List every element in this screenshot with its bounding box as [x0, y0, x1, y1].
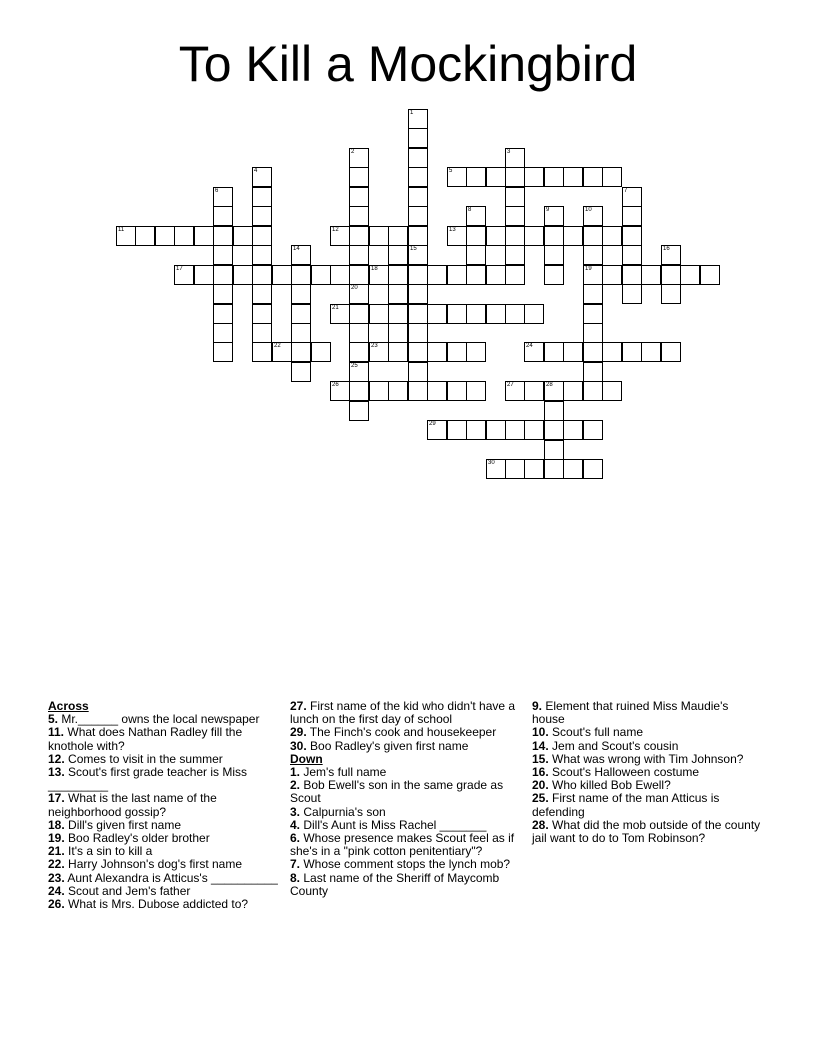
clue-number-label: 29.	[290, 725, 307, 740]
clue-number-label: 9.	[532, 699, 543, 713]
grid-cell[interactable]	[330, 265, 350, 285]
grid-cell[interactable]	[349, 148, 369, 168]
grid-cell[interactable]	[505, 245, 525, 265]
clue-number-label: 23.	[48, 870, 65, 885]
grid-cell[interactable]	[349, 167, 369, 187]
down-clue	[290, 832, 522, 858]
clues-column-3	[532, 700, 764, 845]
clue-number: 5	[449, 168, 453, 174]
grid-cell[interactable]	[505, 420, 525, 440]
grid-cell[interactable]	[291, 342, 311, 362]
grid-cell[interactable]	[213, 187, 233, 207]
across-clue	[48, 766, 280, 792]
grid-cell[interactable]	[252, 265, 272, 285]
grid-cell[interactable]	[447, 265, 467, 285]
grid-cell[interactable]	[252, 206, 272, 226]
grid-cell[interactable]	[563, 342, 583, 362]
grid-cell[interactable]	[388, 226, 408, 246]
grid-cell[interactable]	[349, 226, 369, 246]
grid-cell[interactable]	[194, 226, 214, 246]
grid-cell[interactable]	[252, 284, 272, 304]
down-clue-list	[290, 766, 522, 898]
grid-cell[interactable]	[388, 245, 408, 265]
clue-text: Scout and Jem's father	[64, 883, 191, 898]
grid-cell[interactable]	[583, 265, 603, 285]
down-clue	[532, 700, 764, 726]
clue-number-label: 6.	[290, 831, 301, 846]
grid-cell[interactable]	[349, 265, 369, 285]
grid-cell[interactable]	[622, 284, 642, 304]
grid-cell[interactable]	[388, 304, 408, 324]
grid-cell[interactable]	[602, 342, 622, 362]
grid-cell[interactable]	[505, 167, 525, 187]
grid-cell[interactable]	[563, 459, 583, 479]
grid-cell[interactable]	[544, 226, 564, 246]
clue-number-label: 22.	[48, 857, 65, 872]
clue-number: 19	[585, 266, 592, 272]
grid-cell[interactable]	[408, 362, 428, 382]
grid-cell[interactable]	[427, 342, 447, 362]
grid-cell[interactable]	[369, 226, 389, 246]
clue-text: Comes to visit in the summer	[64, 751, 223, 766]
grid-cell[interactable]	[544, 245, 564, 265]
clue-number: 27	[507, 382, 514, 388]
clue-number-label: 21.	[48, 844, 65, 859]
clue-number: 17	[176, 266, 183, 272]
clue-number: 11	[118, 227, 125, 233]
grid-cell[interactable]	[213, 304, 233, 324]
grid-cell[interactable]	[583, 284, 603, 304]
grid-cell[interactable]	[544, 206, 564, 226]
grid-cell[interactable]	[252, 226, 272, 246]
clue-text: What does Nathan Radley fill the knothole with?	[48, 725, 243, 753]
clue-text: It's a sin to kill a	[64, 844, 153, 859]
clue-text: Mr.______ owns the local newspaper	[58, 712, 260, 727]
grid-cell[interactable]	[661, 265, 681, 285]
clue-text: Harry Johnson's dog's first name	[64, 857, 243, 872]
grid-cell[interactable]	[524, 381, 544, 401]
grid-cell[interactable]	[505, 459, 525, 479]
clue-number: 23	[371, 343, 378, 349]
down-clue	[532, 792, 764, 818]
grid-cell[interactable]	[602, 265, 622, 285]
grid-cell[interactable]	[563, 381, 583, 401]
grid-cell[interactable]	[661, 342, 681, 362]
grid-cell[interactable]	[622, 245, 642, 265]
grid-cell[interactable]	[349, 206, 369, 226]
grid-cell[interactable]	[349, 362, 369, 382]
clue-number: 26	[332, 382, 339, 388]
clue-number: 6	[215, 188, 219, 194]
grid-cell[interactable]	[583, 381, 603, 401]
grid-cell[interactable]	[583, 362, 603, 382]
grid-cell[interactable]	[661, 245, 681, 265]
grid-cell[interactable]	[408, 245, 428, 265]
grid-cell[interactable]	[544, 167, 564, 187]
grid-cell[interactable]	[349, 245, 369, 265]
clue-number: 4	[254, 168, 258, 174]
grid-cell[interactable]	[427, 304, 447, 324]
grid-cell[interactable]	[486, 265, 506, 285]
grid-cell[interactable]	[252, 304, 272, 324]
grid-cell[interactable]	[369, 342, 389, 362]
across-clue	[48, 726, 280, 752]
grid-cell[interactable]	[544, 401, 564, 421]
grid-cell[interactable]	[311, 342, 331, 362]
across-clue-list-continued	[290, 700, 522, 753]
clue-number-label: 12.	[48, 751, 65, 766]
clue-number-label: 14.	[532, 738, 549, 753]
grid-cell[interactable]	[641, 265, 661, 285]
grid-cell[interactable]	[563, 226, 583, 246]
clue-text: What did the mob outside of the county jail want to do to Tom Robinson?	[532, 817, 761, 846]
clue-number-label: 18.	[48, 817, 65, 832]
down-header: Down	[290, 751, 323, 766]
grid-cell[interactable]	[213, 206, 233, 226]
grid-cell[interactable]	[505, 148, 525, 168]
grid-cell[interactable]	[349, 401, 369, 421]
grid-cell[interactable]	[466, 342, 486, 362]
clue-number: 12	[332, 227, 339, 233]
grid-cell[interactable]	[369, 304, 389, 324]
grid-cell[interactable]	[544, 265, 564, 285]
grid-cell[interactable]	[330, 381, 350, 401]
clue-number: 24	[526, 343, 533, 349]
clues-column-2	[290, 700, 522, 898]
grid-cell[interactable]	[213, 226, 233, 246]
across-header: Across	[48, 699, 89, 713]
grid-cell[interactable]	[408, 128, 428, 148]
grid-cell[interactable]	[388, 284, 408, 304]
clue-number-label: 10.	[532, 725, 549, 740]
grid-cell[interactable]	[524, 459, 544, 479]
grid-cell[interactable]	[583, 206, 603, 226]
grid-cell[interactable]	[408, 265, 428, 285]
grid-cell[interactable]	[583, 342, 603, 362]
clue-number: 16	[663, 246, 670, 252]
grid-cell[interactable]	[622, 265, 642, 285]
grid-cell[interactable]	[349, 304, 369, 324]
clue-number-label: 15.	[532, 751, 549, 766]
clue-number-label: 8.	[290, 870, 301, 885]
page-title: To Kill a Mockingbird	[178, 36, 638, 92]
grid-cell[interactable]	[408, 284, 428, 304]
grid-cell[interactable]	[447, 304, 467, 324]
grid-cell[interactable]	[194, 265, 214, 285]
grid-cell[interactable]	[213, 342, 233, 362]
grid-cell[interactable]	[563, 167, 583, 187]
clue-number: 3	[507, 149, 511, 155]
grid-cell[interactable]	[563, 420, 583, 440]
grid-cell[interactable]	[252, 245, 272, 265]
grid-cell[interactable]	[408, 304, 428, 324]
grid-cell[interactable]	[213, 245, 233, 265]
grid-cell[interactable]	[349, 381, 369, 401]
grid-cell[interactable]	[583, 167, 603, 187]
grid-cell[interactable]	[408, 148, 428, 168]
grid-cell[interactable]	[330, 226, 350, 246]
grid-cell[interactable]	[505, 226, 525, 246]
grid-cell[interactable]	[505, 187, 525, 207]
clue-text: What is the last name of the neighborhood gossip?	[48, 791, 217, 819]
grid-cell[interactable]	[486, 459, 506, 479]
grid-cell[interactable]	[641, 342, 661, 362]
clue-text: Element that ruined Miss Maudie's house	[532, 699, 729, 727]
clue-text: What was wrong with Tim Johnson?	[548, 751, 744, 766]
clue-number: 25	[351, 363, 358, 369]
clue-number: 30	[488, 460, 495, 466]
grid-cell[interactable]	[524, 420, 544, 440]
clue-number-label: 1.	[290, 765, 301, 780]
grid-cell[interactable]	[505, 265, 525, 285]
grid-cell[interactable]	[388, 323, 408, 343]
clue-text: Jem and Scout's cousin	[548, 738, 679, 753]
clue-number-label: 4.	[290, 817, 301, 832]
grid-cell[interactable]	[661, 284, 681, 304]
grid-cell[interactable]	[349, 284, 369, 304]
clue-number-label: 3.	[290, 804, 301, 819]
grid-cell[interactable]	[524, 167, 544, 187]
grid-cell[interactable]	[388, 381, 408, 401]
clue-number-label: 16.	[532, 765, 549, 780]
grid-cell[interactable]	[252, 323, 272, 343]
grid-cell[interactable]	[349, 342, 369, 362]
grid-cell[interactable]	[544, 342, 564, 362]
grid-cell[interactable]	[466, 226, 486, 246]
clue-number-label: 2.	[290, 778, 301, 793]
clue-number: 18	[371, 266, 378, 272]
grid-cell[interactable]	[213, 323, 233, 343]
down-clue	[290, 872, 522, 898]
grid-cell[interactable]	[213, 284, 233, 304]
grid-cell[interactable]	[291, 323, 311, 343]
clue-number: 8	[468, 207, 472, 213]
grid-cell[interactable]	[583, 245, 603, 265]
grid-cell[interactable]	[291, 304, 311, 324]
grid-cell[interactable]	[291, 362, 311, 382]
grid-cell[interactable]	[583, 459, 603, 479]
grid-cell[interactable]	[622, 342, 642, 362]
clue-number-label: 28.	[532, 817, 549, 832]
clue-number: 21	[332, 305, 339, 311]
clue-text: Dill's given first name	[64, 817, 182, 832]
clue-number-label: 17.	[48, 791, 65, 806]
clue-text: Whose presence makes Scout feel as if she's in a "pink cotton penitentiary"?	[290, 831, 515, 859]
clue-text: Who killed Bob Ewell?	[548, 778, 671, 793]
clue-number: 28	[546, 382, 553, 388]
grid-cell[interactable]	[291, 284, 311, 304]
grid-cell[interactable]	[252, 342, 272, 362]
across-clue-list	[48, 713, 280, 911]
grid-cell[interactable]	[349, 187, 369, 207]
grid-cell[interactable]	[700, 265, 720, 285]
grid-cell[interactable]	[583, 420, 603, 440]
grid-cell[interactable]	[524, 226, 544, 246]
clue-number: 7	[624, 188, 628, 194]
across-clue	[290, 700, 522, 726]
grid-cell[interactable]	[680, 265, 700, 285]
grid-cell[interactable]	[213, 265, 233, 285]
grid-cell[interactable]	[486, 167, 506, 187]
grid-cell[interactable]	[505, 381, 525, 401]
across-clue	[48, 898, 280, 911]
clue-number: 1	[410, 110, 414, 116]
grid-cell[interactable]	[602, 381, 622, 401]
clue-text: Jem's full name	[300, 765, 387, 780]
grid-cell[interactable]	[311, 265, 331, 285]
grid-cell[interactable]	[466, 304, 486, 324]
clue-number: 15	[410, 246, 417, 252]
grid-cell[interactable]	[408, 381, 428, 401]
clue-text: Boo Radley's older brother	[64, 831, 210, 846]
grid-cell[interactable]	[466, 245, 486, 265]
grid-cell[interactable]	[622, 187, 642, 207]
clue-number-label: 7.	[290, 857, 301, 872]
grid-cell[interactable]	[116, 226, 136, 246]
clue-number-label: 26.	[48, 897, 65, 912]
grid-cell[interactable]	[174, 226, 194, 246]
grid-cell[interactable]	[369, 265, 389, 285]
grid-cell[interactable]	[486, 304, 506, 324]
clue-number-label: 13.	[48, 765, 65, 780]
grid-cell[interactable]	[388, 265, 408, 285]
grid-cell[interactable]	[466, 265, 486, 285]
grid-cell[interactable]	[427, 381, 447, 401]
grid-cell[interactable]	[602, 226, 622, 246]
grid-cell[interactable]	[447, 226, 467, 246]
clue-text: Last name of the Sheriff of Maycomb County	[290, 870, 500, 898]
clue-number-label: 27.	[290, 699, 307, 713]
grid-cell[interactable]	[408, 323, 428, 343]
clues-column-1	[48, 700, 280, 911]
grid-cell[interactable]	[388, 342, 408, 362]
grid-cell[interactable]	[505, 304, 525, 324]
clue-number: 14	[293, 246, 300, 252]
clue-text: First name of the man Atticus is defending	[532, 791, 720, 819]
grid-cell[interactable]	[408, 206, 428, 226]
grid-cell[interactable]	[622, 206, 642, 226]
grid-cell[interactable]	[252, 167, 272, 187]
grid-cell[interactable]	[330, 304, 350, 324]
grid-cell[interactable]	[447, 420, 467, 440]
clue-number-label: 20.	[532, 778, 549, 793]
clue-text: Boo Radley's given first name	[306, 738, 469, 753]
clue-text: Scout's first grade teacher is Miss _________	[48, 765, 248, 793]
grid-cell[interactable]	[233, 226, 253, 246]
grid-cell[interactable]	[486, 420, 506, 440]
clue-text: The Finch's cook and housekeeper	[306, 725, 497, 740]
grid-cell[interactable]	[466, 381, 486, 401]
grid-cell[interactable]	[174, 265, 194, 285]
grid-cell[interactable]	[369, 381, 389, 401]
grid-cell[interactable]	[408, 167, 428, 187]
down-clue-list-continued	[532, 700, 764, 845]
clue-text: Bob Ewell's son in the same grade as Scout	[290, 778, 504, 806]
clue-number: 9	[546, 207, 550, 213]
clue-number-label: 25.	[532, 791, 549, 806]
grid-cell[interactable]	[408, 187, 428, 207]
grid-cell[interactable]	[408, 109, 428, 129]
clue-number-label: 11.	[48, 725, 65, 740]
grid-cell[interactable]	[486, 226, 506, 246]
grid-cell[interactable]	[466, 167, 486, 187]
grid-cell[interactable]	[291, 245, 311, 265]
grid-cell[interactable]	[466, 206, 486, 226]
grid-cell[interactable]	[447, 381, 467, 401]
grid-cell[interactable]	[408, 226, 428, 246]
clue-number: 10	[585, 207, 592, 213]
grid-cell[interactable]	[602, 167, 622, 187]
grid-cell[interactable]	[408, 342, 428, 362]
clue-number-label: 19.	[48, 831, 65, 846]
grid-cell[interactable]	[544, 420, 564, 440]
grid-cell[interactable]	[155, 226, 175, 246]
clue-text: Calpurnia's son	[300, 804, 386, 819]
clue-text: First name of the kid who didn't have a lunch on the first day of school	[290, 699, 516, 727]
grid-cell[interactable]	[252, 187, 272, 207]
grid-cell[interactable]	[291, 265, 311, 285]
grid-cell[interactable]	[544, 381, 564, 401]
down-clue	[532, 819, 764, 845]
across-clue	[290, 740, 522, 753]
grid-cell[interactable]	[544, 459, 564, 479]
grid-cell[interactable]	[349, 323, 369, 343]
grid-cell[interactable]	[447, 342, 467, 362]
grid-cell[interactable]	[427, 420, 447, 440]
clue-number: 20	[351, 285, 358, 291]
grid-cell[interactable]	[524, 342, 544, 362]
clue-number-label: 5.	[48, 712, 59, 727]
clue-number: 22	[274, 343, 281, 349]
grid-cell[interactable]	[447, 167, 467, 187]
grid-cell[interactable]	[583, 323, 603, 343]
grid-cell[interactable]	[135, 226, 155, 246]
grid-cell[interactable]	[622, 226, 642, 246]
clue-text: Aunt Alexandra is Atticus's __________	[64, 870, 278, 885]
clue-text: What is Mrs. Dubose addicted to?	[64, 897, 249, 912]
clue-number: 13	[449, 227, 456, 233]
clue-number-label: 24.	[48, 883, 65, 898]
clue-number: 2	[351, 149, 355, 155]
clue-number: 29	[429, 421, 436, 427]
clue-number-label: 30.	[290, 738, 307, 753]
grid-cell[interactable]	[427, 265, 447, 285]
grid-cell[interactable]	[505, 206, 525, 226]
grid-cell[interactable]	[583, 226, 603, 246]
clue-text: Whose comment stops the lynch mob?	[300, 857, 511, 872]
grid-cell[interactable]	[524, 304, 544, 324]
clue-text: Scout's full name	[548, 725, 644, 740]
grid-cell[interactable]	[466, 420, 486, 440]
grid-cell[interactable]	[233, 265, 253, 285]
grid-cell[interactable]	[544, 440, 564, 460]
grid-cell[interactable]	[272, 342, 292, 362]
clue-text: Dill's Aunt is Miss Rachel _______	[300, 817, 487, 832]
across-clue	[48, 792, 280, 818]
clue-text: Scout's Halloween costume	[548, 765, 700, 780]
grid-cell[interactable]	[272, 265, 292, 285]
down-clue	[290, 779, 522, 805]
grid-cell[interactable]	[583, 304, 603, 324]
